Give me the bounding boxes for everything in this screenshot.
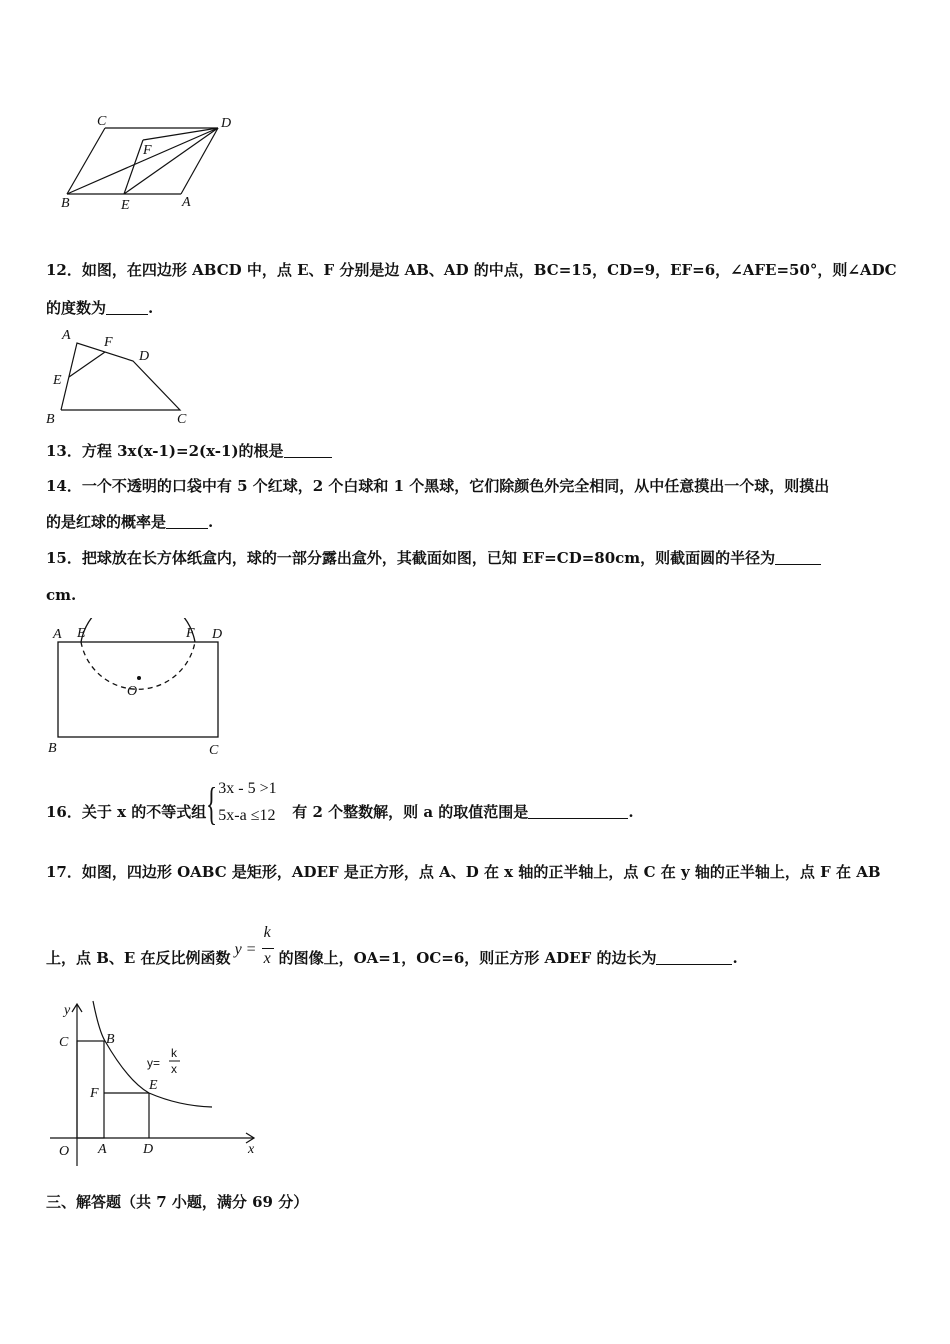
graph-formula-denominator: x: [171, 1062, 177, 1076]
question-16: [46, 778, 634, 829]
question-15-line1: [46, 548, 821, 568]
graph-formula-numerator: k: [171, 1046, 177, 1060]
question-12-end: .: [148, 299, 154, 317]
label-B: B: [48, 741, 57, 756]
question-14-end: .: [208, 513, 214, 531]
graph-formula-y: y=: [147, 1056, 161, 1070]
label-D: D: [212, 627, 223, 642]
inequality-2: 5x-a ≤12: [218, 807, 276, 824]
label-F: F: [143, 143, 152, 158]
label-D: D: [221, 116, 232, 131]
question-13-text: 13．方程 3x(x-1)=2(x-1)的根是: [46, 442, 284, 460]
question-13: [46, 441, 332, 461]
label-D: D: [143, 1142, 154, 1157]
answer-blank-13[interactable]: [284, 443, 332, 458]
answer-blank-16[interactable]: [528, 804, 628, 819]
label-B: B: [46, 412, 55, 427]
question-12-line2: [46, 298, 153, 318]
label-E: E: [149, 1078, 158, 1093]
inverse-function-formula: [231, 924, 279, 968]
label-F: F: [104, 335, 113, 350]
label-A: A: [98, 1142, 107, 1157]
formula-numerator: k: [263, 924, 271, 941]
question-17-end: .: [732, 949, 738, 967]
label-O: O: [127, 684, 138, 699]
answer-blank-14[interactable]: [166, 514, 208, 529]
inequality-1: 3x - 5 >1: [218, 780, 277, 797]
label-E: E: [77, 626, 86, 641]
label-F: F: [186, 626, 195, 641]
formula-denominator: x: [263, 950, 271, 967]
label-x: x: [248, 1142, 255, 1157]
parallelogram-figure: [58, 112, 238, 212]
answer-blank-17[interactable]: [656, 950, 732, 965]
question-17-line2: [46, 924, 738, 968]
question-12-prompt: 的度数为: [46, 299, 107, 317]
question-14-prompt: 的是红球的概率是: [46, 513, 167, 531]
inequality-system: [206, 778, 292, 829]
question-15-text: 15．把球放在长方体纸盒内，球的一部分露出盒外，其截面如图，已知 EF=CD=80cm，则截面圆的半径为: [46, 549, 776, 567]
label-A: A: [62, 328, 71, 343]
question-17-prefix: 上，点 B、E 在反比例函数: [46, 949, 231, 967]
question-17-line1: 17．如图，四边形 OABC 是矩形，ADEF 是正方形，点 A、D 在 x 轴的正半轴上，点 C 在 y 轴的正半轴上，点 F 在 AB: [46, 863, 881, 881]
label-C: C: [177, 412, 187, 427]
question-12-line1: 12．如图，在四边形 ABCD 中，点 E、F 分别是边 AB、AD 的中点，BC=15，CD=9，EF=6，∠AFE=50°，则∠ADC: [46, 261, 897, 279]
label-A: A: [53, 627, 62, 642]
label-A: A: [182, 195, 191, 210]
label-D: D: [139, 349, 150, 364]
question-17-suffix: 的图像上，OA=1，OC=6，则正方形 ADEF 的边长为: [278, 949, 657, 967]
label-E: E: [121, 198, 130, 212]
question-14-line1: 14．一个不透明的口袋中有 5 个红球，2 个白球和 1 个黑球，它们除颜色外完全相同，从中任意摸出一个球，则摸出: [46, 477, 830, 495]
formula-y: y =: [234, 941, 257, 958]
quadrilateral-figure: [40, 326, 200, 428]
question-14-line2: [46, 512, 213, 532]
label-B: B: [106, 1032, 115, 1047]
label-E: E: [53, 373, 62, 388]
question-16-end: .: [628, 803, 634, 821]
brace-icon: {: [206, 778, 218, 829]
label-O: O: [59, 1144, 70, 1159]
label-y: y: [64, 1003, 71, 1018]
section-3-heading: 三、解答题（共 7 小题，满分 69 分）: [46, 1193, 309, 1211]
label-C: C: [59, 1035, 69, 1050]
answer-blank-12[interactable]: [106, 300, 148, 315]
question-16-suffix: 有 2 个整数解，则 a 的取值范围是: [292, 803, 529, 821]
question-16-prefix: 16．关于 x 的不等式组: [46, 803, 207, 821]
label-C: C: [97, 114, 107, 129]
question-15-line2: cm.: [46, 586, 77, 604]
box-circle-figure: [44, 618, 234, 758]
label-B: B: [61, 196, 70, 211]
answer-blank-15[interactable]: [775, 550, 821, 565]
label-F: F: [90, 1086, 99, 1101]
inverse-function-graph: [44, 996, 266, 1168]
label-C: C: [209, 743, 219, 758]
